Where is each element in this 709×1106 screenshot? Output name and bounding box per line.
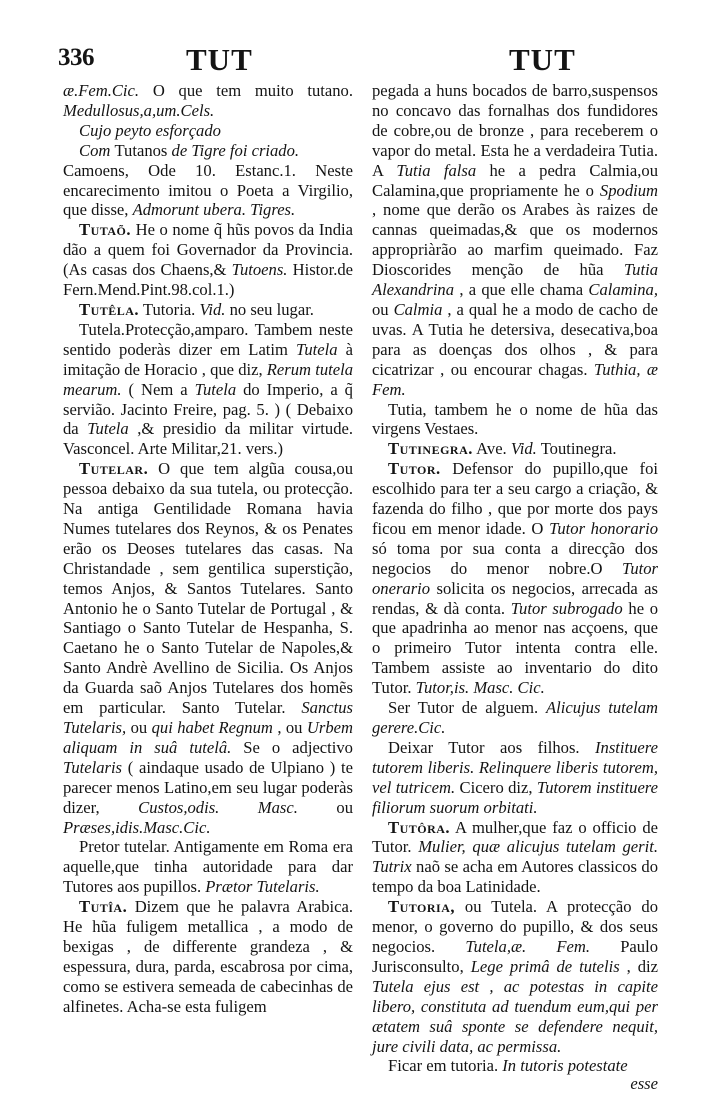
entry-text: , ou [277,718,307,737]
entry-text: Histor.de Fern.Mend.Pint.98.col.1.) [63,260,354,300]
latin-italic-text: Tutela,æ. Fem. [465,936,590,956]
dictionary-entry [63,81,353,121]
latin-italic-text: In tutoris potestate [502,1056,628,1076]
latin-italic-text: Tutor honorario [549,518,658,538]
latin-italic-text: de Tigre foi criado. [171,140,300,160]
page-number: 336 [58,44,94,71]
latin-italic-text: Tutela ejus est , ac potestas in capite libero, constituta ad tuendum eum,qui per ætatem suâ sponte se defendere nequit, jure civili data, ac permissa. [372,976,658,1056]
running-head-right: TUT [509,42,576,77]
entry-text: Pretor tutelar. Antigamente em Roma era aquelle,que tinha autoridade para dar Tutores aos pupillos. [63,837,353,897]
entry-text: he o que apadrinha ao menor nas acçoens, que o primeiro Tutor intenta contra elle. Tambem assiste ao inventario do dito Tutor. [372,598,659,698]
latin-italic-text: Vid. [199,299,226,319]
latin-italic-text: Com [79,140,115,160]
dictionary-entry [372,698,658,738]
entry-text: , diz [626,956,658,976]
entry-text: Deixar Tutor aos filhos. [388,737,596,757]
entry-text: do Imperio, a q̃ servião. Jacinto Freire, pag. 5. ) ( Debaixo da [63,379,353,439]
headword: Tutelar. [79,459,149,479]
entry-text: Tutoria. [142,299,196,319]
entry-text: Cicero diz, [459,777,537,797]
entry-text: A mulher,que faz o officio de Tutor. [372,817,658,857]
latin-italic-text: Tutela [194,379,237,399]
latin-italic-text: Mulier, quæ alicujus tutelam gerit. Tutrix [372,837,658,877]
entry-text: ou [336,797,354,817]
right-column [372,81,658,1076]
latin-italic-text: Alicujus tutelam gerere.Cic. [372,698,658,737]
entry-text: Defensor do pupillo,que foi escolhido para ter a seu cargo a criação, & fazenda do filho , que por morte dos pays ficou em menor idade. O [372,459,658,538]
entry-text: O que tem muito tutano. [152,81,354,100]
latin-italic-text: Spodium [599,180,658,200]
entry-text: só toma por sua conta a direcção dos negocios do menor nobre.O [372,538,658,578]
entry-text: Ave. [476,439,511,459]
latin-italic-text: Tutela [296,339,338,359]
entry-text: O que tem algũa cousa,ou pessoa debaixo da sua tutela, ou protecção. Na antiga Gentilidade Romana havia Numes tutelares dos Reynos, & os Penates erão os Deoses tutelares das casas. Na Christandade , sem gentilica superstição, temos Anjos, & Santos Tutelares. Santo Antonio he o Santo Tutelar de Portugal , & Santiago o Santo Tutelar de Hespanha, S. Caetano he o Santo Tutelar de Napoles,& Santo Andrè Avellino de Sicilia. Os Anjos da Guarda saõ Anjos Tutelares dos homẽs em particular. Santo Tutelar. [63,459,353,718]
dictionary-entry [63,220,353,300]
catchword: esse [630,1074,658,1093]
latin-italic-text: Tutia falsa [396,160,477,180]
entry-text: ou [130,718,152,737]
latin-italic-text: Cujo peyto esforçado [79,120,221,140]
latin-italic-text: æ.Fem.Cic. [63,81,140,100]
running-head-left: TUT [186,42,253,77]
dictionary-entry [63,300,353,320]
dictionary-entry [63,320,353,459]
latin-italic-text: Admorunt ubera. Tigres. [132,200,296,220]
dictionary-entry [63,459,353,837]
entry-text: Ser Tutor de alguem. [388,698,547,718]
latin-italic-text: Tutela [87,419,129,439]
entry-text: Paulo Jurisconsulto, [372,936,658,976]
entry-text: Se o adjectivo [243,737,353,757]
latin-italic-text: Tutoens. [231,260,288,280]
entry-text: naõ se acha em Autores classicos do tempo da boa Latinidade. [372,857,658,897]
entry-text: he a pedra Calmia,ou Calamina,que propriamente he o [372,160,658,200]
entry-text: Tutela.Protecção,amparo. Tambem neste sentido poderàs dizer em Latim [63,319,353,359]
dictionary-entry [63,837,353,897]
latin-italic-text: Tutor onerario [372,558,658,598]
latin-italic-text: Tutor subrogado [510,598,623,618]
dictionary-entry [372,439,658,459]
latin-italic-text: Calamina, [588,280,658,300]
latin-italic-text: Rerum tutela mearum. [63,359,353,399]
dictionary-entry [372,459,658,698]
dictionary-entry [372,400,658,440]
dictionary-entry [372,897,658,1056]
headword: Tutor. [388,459,441,479]
entry-text: pegada a huns bocados de barro,suspensos no concavo das fornalhas dos fundidores de cobre,ou de bronze , para receberem o vapor do metal. Esta he a verdadeira Tutia. A [372,81,658,180]
latin-italic-text: Tutia Alexandrina [372,260,658,300]
entry-text: no seu lugar. [229,299,314,319]
headword: Tutîa. [79,897,128,917]
headword: Tutôra. [388,817,451,837]
headword: Tutaõ. [79,220,131,240]
dictionary-entry [372,738,658,818]
left-column [63,81,353,1017]
dictionary-entry [63,161,353,221]
dictionary-entry [372,818,658,898]
entry-text: Dizem que he palavra Arabica. He hũa fuligem metallica , a modo de bexigas , de differente grandeza , & espessura, dura, parda, escabrosa por cima, como se estivera semeada de cabecinhas de alfinetes. Acha-se esta fuligem [63,897,353,1016]
latin-italic-text: Tuthia, æ Fem. [372,359,658,399]
latin-italic-text: Prætor Tutelaris. [205,877,320,897]
headword: Tutinegra. [388,439,473,459]
latin-italic-text: Custos,odis. Masc. [138,797,298,817]
entry-text: ou [372,299,394,319]
entry-text: Camoens, Ode 10. Estanc.1. Neste encarecimento imitou o Poeta a Virgilio, que disse, [63,160,353,220]
latin-italic-text: Tutelaris [63,757,123,777]
latin-italic-text: Urbem aliquam in suâ tutelâ. [63,718,353,757]
latin-italic-text: Tutor,is. Masc. Cic. [415,678,545,698]
latin-italic-text: Vid. [510,439,537,459]
dictionary-entry [372,81,658,400]
verse-line [63,121,353,141]
entry-text: ( aindaque usado de Ulpiano ) te parecer menos Latino,em seu lugar poderàs dizer, [63,757,353,817]
entry-text: , a qual he a modo de cacho de uvas. A Tutia he detersiva, desecativa,boa para as doenças dos olhos , & para cicatrizar , ou encourar chagas. [372,299,659,379]
entry-text: Ficar em tutoria. [388,1056,503,1076]
entry-text: , nome que derão os Arabes às raizes de cannas queimadas,& que os modernos appropriàrão ao marfim queimado. Faz Dioscorides menção de hũa [372,200,658,280]
entry-text: à imitação de Horacio , que diz, [63,339,353,379]
verse-line [63,141,353,161]
entry-text: , a que elle chama [459,280,589,300]
entry-text: Tutia, tambem he o nome de hũa das virgens Vestaes. [372,399,658,439]
latin-italic-text: Medullosus,a,um.Cels. [63,100,215,120]
latin-italic-text: Instituere tutorem liberis. Relinquere liberis tutorem, vel tutricem. [372,737,658,797]
latin-italic-text: Præses,idis.Masc.Cic. [63,817,211,837]
entry-text: ( Nem a [128,379,195,399]
latin-italic-text: Sanctus Tutelaris, [63,698,353,737]
entry-text: ou Tutela. A protecção do menor, o governo do pupillo, & dos seus negocios. [372,897,658,956]
dictionary-entry [63,897,353,1016]
headword: Tutêla. [79,299,140,319]
entry-text: Tutanos [114,140,172,160]
entry-text: Toutinegra. [540,439,617,459]
latin-italic-text: Lege primâ de tutelis [470,956,620,976]
latin-italic-text: qui habet Regnum [151,718,273,737]
entry-text: ,& presidio da militar virtude. Vasconcel. Arte Militar,21. vers.) [63,419,353,459]
entry-text: solicita os negocios, arrecada as rendas, & dà conta. [372,578,658,618]
entry-text: He o nome q̃ hũs povos da India dão a quem foi Governador da Provincia. (As casas dos Chaens,& [63,220,353,280]
latin-italic-text: Tutorem instituere filiorum suorum orbitati. [372,777,659,817]
latin-italic-text: Calmia [393,299,443,319]
headword: Tutoria, [388,897,456,917]
